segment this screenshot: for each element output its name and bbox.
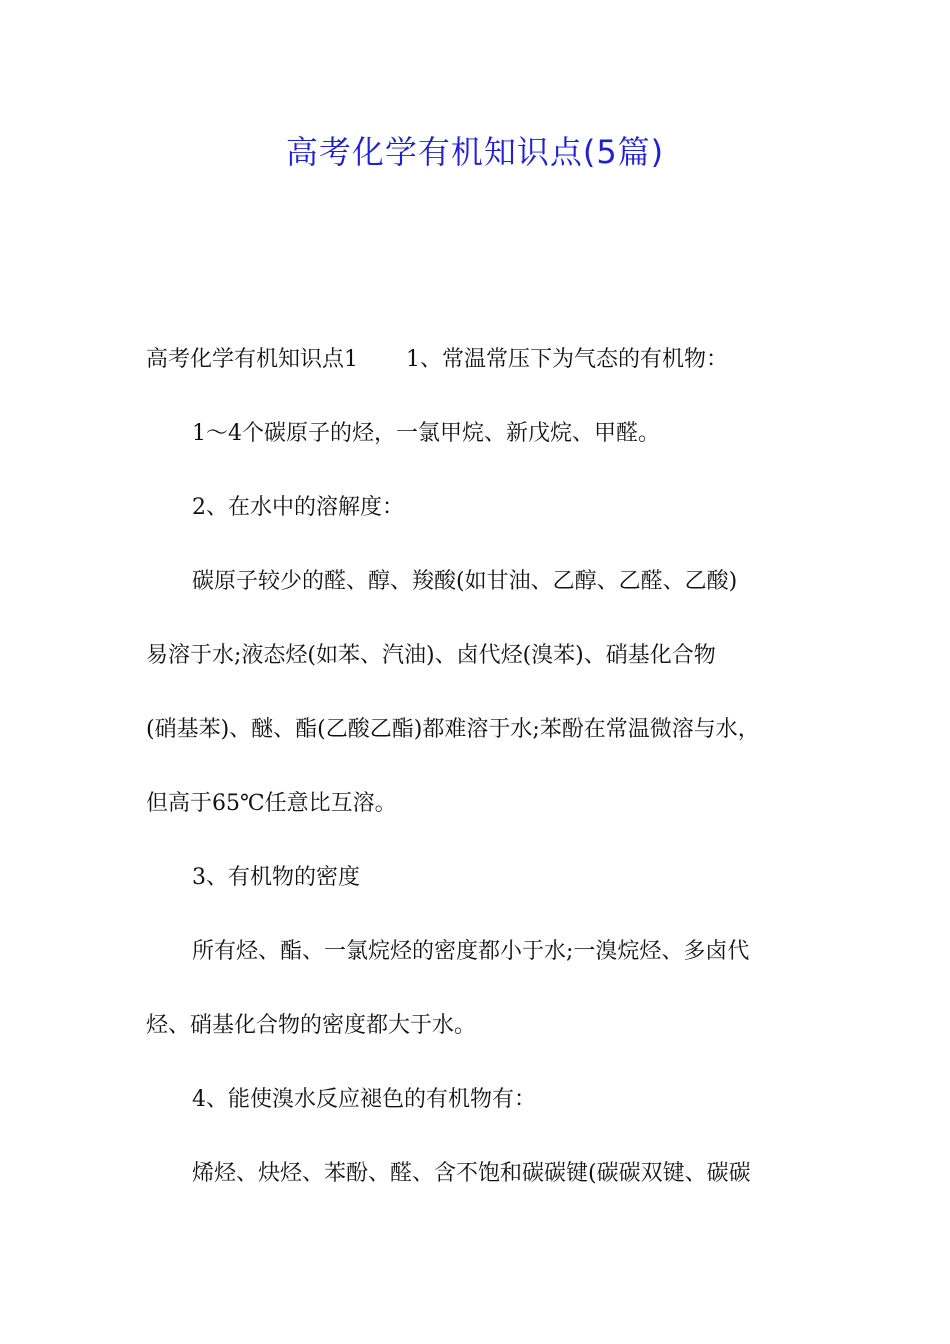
item-1-heading: 1、常温常压下为气态的有机物： <box>406 347 728 372</box>
item-4-heading: 4、能使溴水反应褪色的有机物有： <box>192 1087 536 1112</box>
paragraph-line: (硝基苯)、醚、酯(乙酸乙酯)都难溶于水;苯酚在常温微溶与水， <box>146 717 760 742</box>
paragraph-line: 烯烃、炔烃、苯酚、醛、含不饱和碳碳键(碳碳双键、碳碳 <box>192 1161 751 1186</box>
paragraph-line: 碳原子较少的醛、醇、羧酸(如甘油、乙醇、乙醛、乙酸) <box>192 569 738 594</box>
paragraph-line: 1～4个碳原子的烃，一氯甲烷、新戊烷、甲醛。 <box>192 421 660 446</box>
item-3-heading: 3、有机物的密度 <box>192 865 360 890</box>
document-title: 高考化学有机知识点(5篇) <box>285 133 665 171</box>
paragraph-line: 易溶于水;液态烃(如苯、汽油)、卤代烃(溴苯)、硝基化合物 <box>146 643 716 668</box>
first-line <box>146 344 728 376</box>
section-heading: 高考化学有机知识点1 <box>146 347 358 372</box>
paragraph-line: 烃、硝基化合物的密度都大于水。 <box>146 1013 477 1038</box>
paragraph-line: 但高于65℃任意比互溶。 <box>146 791 397 816</box>
item-2-heading: 2、在水中的溶解度： <box>192 495 404 520</box>
paragraph-line: 所有烃、酯、一氯烷烃的密度都小于水;一溴烷烃、多卤代 <box>192 939 750 964</box>
